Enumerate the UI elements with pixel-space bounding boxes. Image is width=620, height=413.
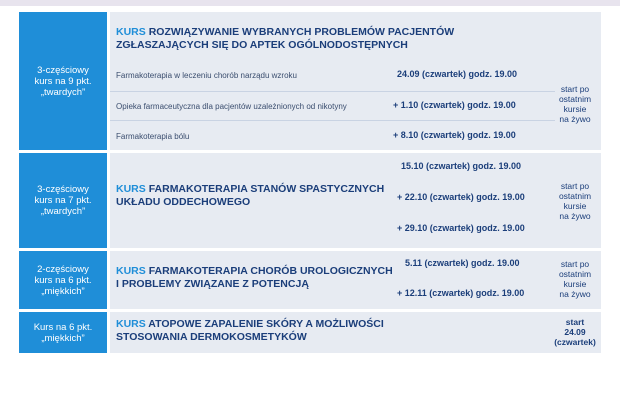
start-note: start po ostatnim kursie na żywo — [558, 259, 592, 299]
session-date: + 22.10 (czwartek) godz. 19.00 — [397, 192, 525, 202]
session-date: + 29.10 (czwartek) godz. 19.00 — [397, 223, 525, 233]
topic-item: Farmakoterapia bólu — [116, 132, 190, 141]
course-format-1: 3-częściowy kurs na 9 pkt. „twardych” — [19, 12, 107, 150]
start-note: start po ostatnim kursie na żywo — [558, 181, 592, 221]
course-format-3: 2-częściowy kurs na 6 pkt. „miękkich” — [19, 251, 107, 309]
course-title-3: KURS FARMAKOTERAPIA CHORÓB UROLOGICZNYCH I PROBLEMY ZWIĄZANE Z POTENCJĄ — [116, 265, 393, 290]
course-row-4 — [19, 312, 601, 353]
topic-item: Farmakoterapia w leczeniu chorób narządu wzroku — [116, 71, 297, 80]
topic-item: Opieka farmaceutyczna dla pacjentów uzależnionych od nikotyny — [116, 102, 347, 111]
session-date: 15.10 (czwartek) godz. 19.00 — [401, 161, 522, 171]
course-title-2: KURS FARMAKOTERAPIA STANÓW SPASTYCZNYCH UKŁADU ODDECHOWEGO — [116, 183, 385, 208]
course-title-1: KURS ROZWIĄZYWANIE WYBRANYCH PROBLEMÓW PACJENTÓW ZGŁASZAJĄCYCH SIĘ DO APTEK OGÓLNODOSTĘPNYCH — [116, 26, 455, 51]
course-format-4: Kurs na 6 pkt. „miękkich” — [19, 312, 107, 353]
session-date: + 12.11 (czwartek) godz. 19.00 — [397, 288, 525, 298]
course-row-1 — [19, 12, 601, 150]
session-date: 24.09 (czwartek) godz. 19.00 — [397, 69, 518, 79]
session-date: + 8.10 (czwartek) godz. 19.00 — [393, 130, 516, 140]
start-note: start po ostatnim kursie na żywo — [558, 84, 592, 124]
session-date: + 1.10 (czwartek) godz. 19.00 — [393, 100, 516, 110]
top-bar — [0, 0, 620, 6]
course-format-2: 3-częściowy kurs na 7 pkt. „twardych” — [19, 153, 107, 248]
course-row-3 — [19, 251, 601, 309]
start-note: start 24.09 (czwartek) — [554, 317, 596, 347]
course-row-2 — [19, 153, 601, 248]
course-title-4: KURS ATOPOWE ZAPALENIE SKÓRY A MOŻLIWOŚCI STOSOWANIA DERMOKOSMETYKÓW — [116, 318, 384, 343]
session-date: 5.11 (czwartek) godz. 19.00 — [405, 258, 520, 268]
